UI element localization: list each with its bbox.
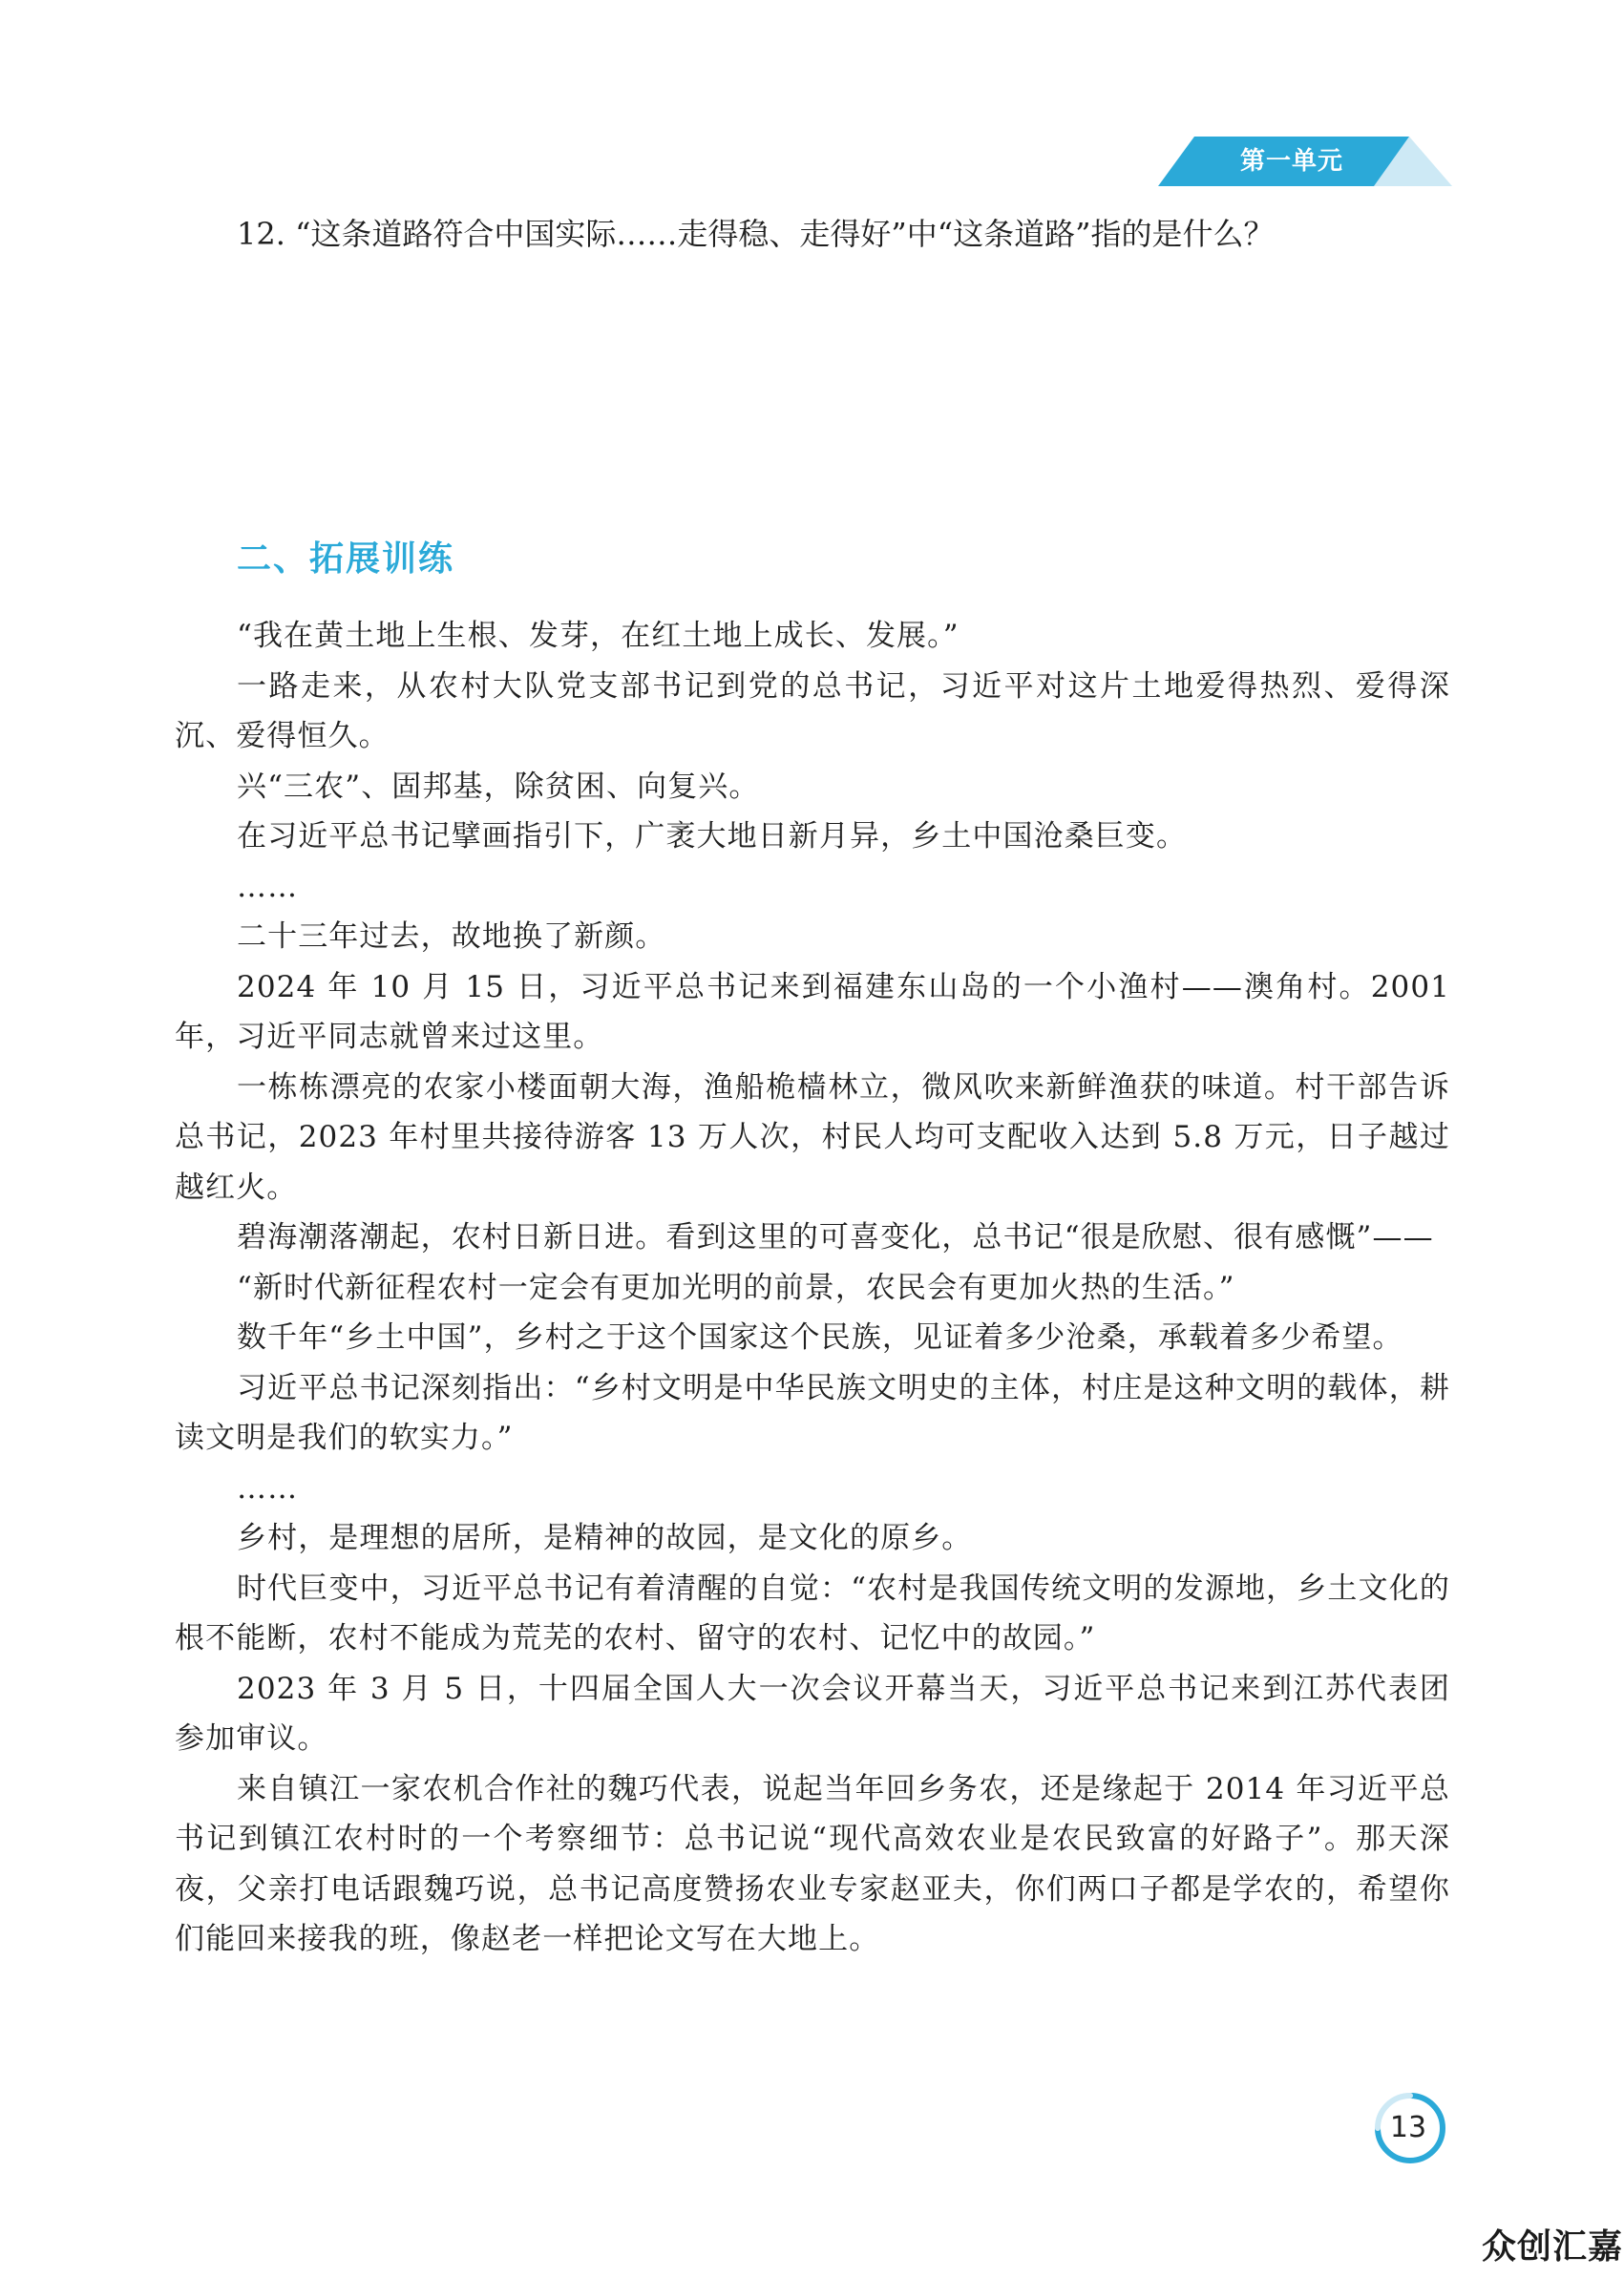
paragraph: 兴“三农”、固邦基，除贫困、向复兴。 [237, 769, 760, 804]
paragraph: “我在黄土地上生根、发芽，在红土地上成长、发展。” [237, 619, 960, 653]
paragraph: 2024 年 10 月 15 日，习近平总书记来到福建东山岛的一个小渔村——澳角村。2001 年，习近平同志就曾来过这里。 [175, 969, 1450, 1054]
page-number: 13 [1389, 2111, 1427, 2144]
paragraph: 二十三年过去，故地换了新颜。 [237, 919, 666, 954]
paragraph: 2023 年 3 月 5 日，十四届全国人大一次会议开幕当天，习近平总书记来到江苏代表团参加审议。 [175, 1671, 1450, 1756]
page-number-badge [1375, 2093, 1445, 2163]
question-12: 12. “这条道路符合中国实际……走得稳、走得好”中“这条道路”指的是什么？ [237, 216, 1275, 252]
paragraph: 碧海潮落潮起，农村日新日进。看到这里的可喜变化，总书记“很是欣慰、很有感慨”—— [237, 1220, 1434, 1255]
paragraph: 时代巨变中，习近平总书记有着清醒的自觉：“农村是我国传统文明的发源地，乡土文化的根不能断，农村不能成为荒芜的农村、留守的农村、记忆中的故园。” [175, 1571, 1450, 1656]
paragraph: 数千年“乡土中国”，乡村之于这个国家这个民族，见证着多少沧桑，承载着多少希望。 [237, 1320, 1403, 1355]
paragraph: 一栋栋漂亮的农家小楼面朝大海，渔船桅樯林立，微风吹来新鲜渔获的味道。村干部告诉总书记，2023 年村里共接待游客 13 万人次，村民人均可支配收入达到 5.8 万元，日子越过越红火。 [175, 1069, 1450, 1205]
reading-passage [175, 611, 1450, 1965]
paragraph: “新时代新征程农村一定会有更加光明的前景，农民会有更加火热的生活。” [237, 1270, 1235, 1305]
paragraph: 来自镇江一家农机合作社的魏巧代表，说起当年回乡务农，还是缘起于 2014 年习近平总书记到镇江农村时的一个考察细节：总书记说“现代高效农业是农民致富的好路子”。那天深夜，父亲打电话跟魏巧说，总书记高度赞扬农业专家赵亚夫，你们两口子都是学农的，希望你们能回来接我的班，像赵老一样把论文写在大地上。 [175, 1771, 1450, 1956]
paragraph: 一路走来，从农村大队党支部书记到党的总书记，习近平对这片土地爱得热烈、爱得深沉、爱得恒久。 [175, 668, 1450, 753]
unit-label: 第一单元 [1239, 147, 1343, 176]
paragraph: 习近平总书记深刻指出：“乡村文明是中华民族文明史的主体，村庄是这种文明的载体，耕读文明是我们的软实力。” [175, 1370, 1450, 1455]
paragraph: 在习近平总书记擘画指引下，广袤大地日新月异，乡土中国沧桑巨变。 [237, 819, 1188, 854]
paragraph: 乡村，是理想的居所，是精神的故园，是文化的原乡。 [237, 1521, 973, 1555]
unit-tab [1158, 137, 1452, 186]
watermark-logo: 众创汇嘉 [1482, 2227, 1624, 2267]
paragraph-ellipsis: …… [237, 869, 299, 904]
section-heading: 二、拓展训练 [237, 539, 455, 579]
paragraph-ellipsis: …… [237, 1470, 299, 1506]
